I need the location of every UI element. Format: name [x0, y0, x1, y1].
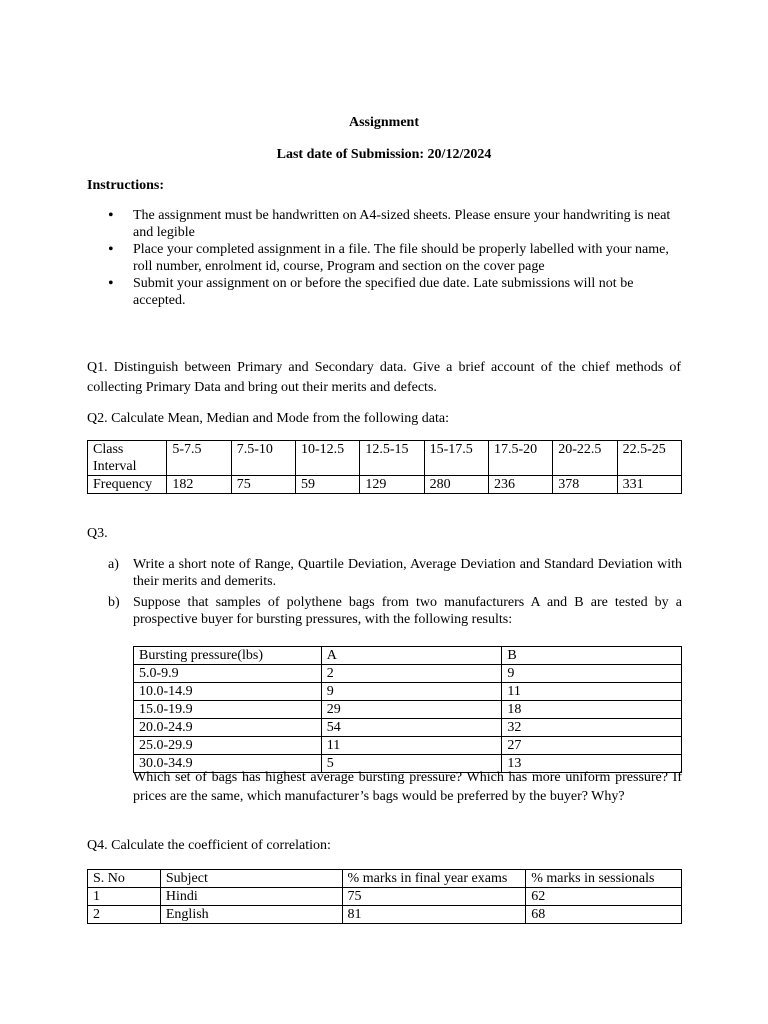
table-cell: 7.5-10 [231, 441, 295, 476]
table-cell: 20-22.5 [553, 441, 617, 476]
table-cell: 1 [88, 888, 161, 906]
table-row [88, 476, 682, 494]
table-cell: 11 [321, 737, 502, 755]
instruction-item: • Place your completed assignment in a file. The file should be properly labelled with your name, roll number, enrolment id, course, Program and section on the cover page [133, 241, 683, 275]
table-row [134, 647, 682, 665]
question-1: Q1. Distinguish between Primary and Secondary data. Give a brief account of the chief methods of collecting Primary Data and bring out their merits and defects. [87, 360, 681, 395]
table-cell: 129 [360, 476, 424, 494]
table-cell: 18 [502, 701, 682, 719]
instruction-item: • The assignment must be handwritten on A4-sized sheets. Please ensure your handwriting is neat and legible [133, 207, 683, 241]
table-cell: 9 [502, 665, 682, 683]
table-cell: English [160, 906, 342, 924]
table-cell: 12.5-15 [360, 441, 424, 476]
table-cell: Hindi [160, 888, 342, 906]
item-label: a) [108, 557, 119, 572]
table-cell: 81 [342, 906, 526, 924]
table-cell: 5-7.5 [167, 441, 231, 476]
table-row [134, 719, 682, 737]
instructions-heading: Instructions: [87, 178, 165, 193]
table-row [88, 906, 682, 924]
table-cell: 59 [296, 476, 360, 494]
bursting-pressure-table [133, 646, 682, 773]
table-header-cell: Bursting pressure(lbs) [134, 647, 322, 665]
table-cell: 22.5-25 [617, 441, 681, 476]
table-cell: 27 [502, 737, 682, 755]
table-header-cell: % marks in final year exams [342, 870, 526, 888]
question-3: Q3. [87, 526, 108, 541]
table-cell: 30.0-34.9 [134, 755, 322, 773]
table-cell: 68 [526, 906, 682, 924]
table-cell: 378 [553, 476, 617, 494]
table-cell: 15.0-19.9 [134, 701, 322, 719]
table-cell: 17.5-20 [488, 441, 552, 476]
question-4: Q4. Calculate the coefficient of correlation: [87, 838, 331, 853]
table-cell: 15-17.5 [424, 441, 488, 476]
table-row [88, 870, 682, 888]
table-cell: 10-12.5 [296, 441, 360, 476]
table-cell: 331 [617, 476, 681, 494]
table-cell: Class Interval [88, 441, 167, 476]
table-cell: 20.0-24.9 [134, 719, 322, 737]
document-title: Assignment [348, 115, 419, 130]
instruction-item: • Submit your assignment on or before the specified due date. Late submissions will not be accepted. [133, 275, 683, 309]
table-cell: 75 [342, 888, 526, 906]
instructions-list [133, 207, 683, 309]
item-text: Write a short note of Range, Quartile Deviation, Average Deviation and Standard Deviation with their merits and demerits. [133, 557, 682, 589]
table-row [134, 683, 682, 701]
table-cell: 25.0-29.9 [134, 737, 322, 755]
table-cell: 9 [321, 683, 502, 701]
table-header-cell: Subject [160, 870, 342, 888]
table-cell: 29 [321, 701, 502, 719]
question-3a [108, 556, 682, 592]
table-row [88, 888, 682, 906]
table-row [88, 441, 682, 476]
table-cell: 62 [526, 888, 682, 906]
table-header-cell: % marks in sessionals [526, 870, 682, 888]
correlation-table [87, 869, 682, 924]
table-cell: 280 [424, 476, 488, 494]
table-cell: 182 [167, 476, 231, 494]
table-cell: 32 [502, 719, 682, 737]
item-text: Suppose that samples of polythene bags from two manufacturers A and B are tested by a prospective buyer for bursting pressures, with the following results: [133, 595, 682, 627]
table-cell: 2 [88, 906, 161, 924]
table-cell: 236 [488, 476, 552, 494]
question-2: Q2. Calculate Mean, Median and Mode from the following data: [87, 411, 449, 426]
table-cell: 5.0-9.9 [134, 665, 322, 683]
table-cell: 54 [321, 719, 502, 737]
table-row [134, 665, 682, 683]
table-cell: Frequency [88, 476, 167, 494]
submission-date: Last date of Submission: 20/12/2024 [276, 147, 492, 162]
table-cell: 13 [502, 755, 682, 773]
table-header-cell: S. No [88, 870, 161, 888]
table-row [134, 701, 682, 719]
table-header-cell: A [321, 647, 502, 665]
table-row [134, 737, 682, 755]
question-3b-followup: Which set of bags has highest average bursting pressure? Which has more uniform pressure? If prices are the same, which manufacturer’s bags would be preferred by the buyer? Why? [133, 770, 682, 804]
table-cell: 5 [321, 755, 502, 773]
frequency-table [87, 440, 682, 494]
table-cell: 75 [231, 476, 295, 494]
table-cell: 2 [321, 665, 502, 683]
question-3b [108, 594, 682, 630]
table-cell: 10.0-14.9 [134, 683, 322, 701]
table-cell: 11 [502, 683, 682, 701]
item-label: b) [108, 595, 120, 610]
table-header-cell: B [502, 647, 682, 665]
